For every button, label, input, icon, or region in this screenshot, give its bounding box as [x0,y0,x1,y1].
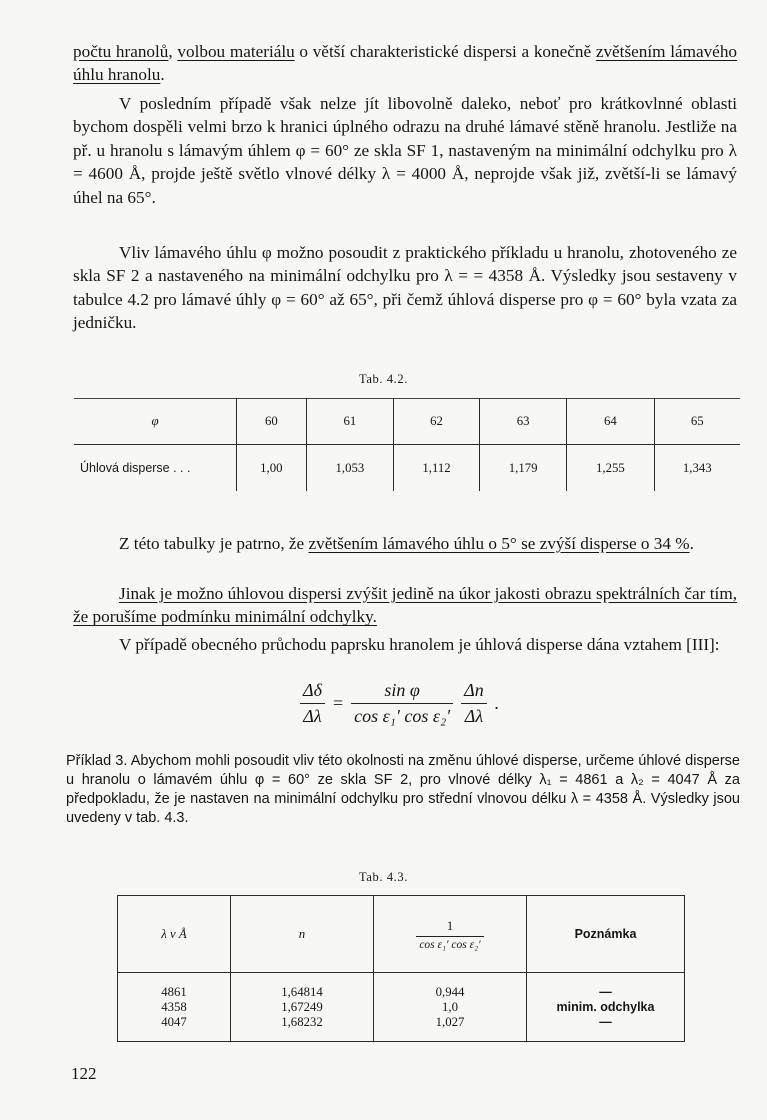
table-row [74,398,740,445]
table-cell-lambda-values: 4861 4358 4047 [161,984,187,1029]
underlined-phrase-angle: zvětšením lámavého úhlu hranolu [73,42,738,85]
table-cell-dispersion: 1,343 [654,445,740,492]
table-cell-phi-label: φ [74,398,237,445]
table-cell-dispersion: 1,00 [237,445,307,492]
table-4-3 [117,895,685,1042]
table-row [74,445,740,492]
table-4-3-caption: Tab. 4.3. [359,870,408,884]
table-cell-dispersion: 1,179 [480,445,567,492]
example-3-paragraph: Příklad 3. Abychom mohli posoudit vliv této okolnosti na změnu úhlové disperse, určeme úhlové disperse u hranolu o lámavém úhlu φ = 60° ze skla SF 2, pro vlnové délky λ₁ = 4861 a λ₂ = 4047 Å za předpokladu, že je nastaven na minimální odchylku pro střední vlnovou délku λ = 4358 Å. Výsledky jsou uvedeny v tab. 4.3. [66,753,740,826]
period: . [160,65,165,85]
intro-continuation: o větší charakteristické dispersi a konečně [294,42,592,61]
table-cell-dispersion: 1,053 [306,445,393,492]
table-cell-dispersion-label: Úhlová disperse . . . [80,461,191,475]
comma: , [168,42,178,61]
fraction-sine [351,680,453,727]
column-header-note: Poznámka [527,896,685,973]
fraction-numerator: 1 [416,918,483,937]
dispersion-equation [300,680,499,727]
table-cell-angle: 60 [237,398,307,445]
equals-sign: = [332,693,344,713]
table-4-2 [74,398,740,491]
paragraph-angle-influence: Vliv lámavého úhlu φ možno posoudit z praktického příkladu u hranolu, zhotoveného ze skla SF 2 a nastaveného na minimální odchylku pro λ = = 4358 Å. Výsledky jsou sestaveny v tabulce 4.2 pro lámavé úhly φ = 60° až 65°, při čemž úhlová disperse pro φ = 60° byla vzata za jedničku. [73,243,737,333]
table-header-row [118,896,685,973]
fraction-denominator: cos ε₁′ cos ε₂′ [354,706,451,726]
fraction-numerator: Δδ [300,680,325,704]
table-cell-angle: 63 [480,398,567,445]
paragraph-limitation: V posledním případě však nelze jít libovolně daleko, neboť pro krátkovlnné oblasti bychom dospěli velmi brzo k hranici úplného odrazu na druhé lámavé stěně hranolu. Jestliže na př. u hranolu s lámavým úhlem φ = 60° ze skla SF 1, nastaveným na minimální odchylku pro λ = 4600 Å, projde ještě světlo vlnové délky λ = 4000 Å, neprojde však již, zvětší-li se lámavý úhel na 65°. [73,94,737,207]
fraction-denominator: Δλ [464,706,484,726]
column-header-lambda: λ v Å [118,896,231,973]
fraction-inverse-cos [416,918,483,951]
paragraph-intro [73,40,737,87]
table-cell-n-values: 1,64814 1,67249 1,68232 [231,973,374,1042]
table-cell-angle: 62 [394,398,480,445]
table-cell-angle: 64 [567,398,654,445]
period: . [689,534,694,553]
column-header-n: n [231,896,374,973]
table-4-2-caption: Tab. 4.2. [359,372,408,386]
underlined-phrase-prism-count: počtu hranolů [73,42,169,61]
table-cell-dispersion: 1,112 [394,445,480,492]
fraction-denominator: cos ε₁′ cos ε₂′ [419,938,481,951]
paragraph-alternative: Jinak je možno úhlovou dispersi zvýšit jedině na úkor jakosti obrazu spektrálních čar tím, že porušíme podmínku minimální odchylky. [73,584,737,627]
table-cell-inverse-cos-values: 0,944 1,0 1,027 [374,973,527,1042]
conclusion-lead: Z této tabulky je patrno, že [119,534,309,553]
paragraph-general-passage: V případě obecného průchodu paprsku hranolem je úhlová disperse dána vztahem [III]: [119,635,720,654]
equation-period: . [494,693,500,713]
underlined-phrase-increase: zvětšením lámavého úhlu o 5° se zvýší disperse o 34 % [308,534,690,553]
table-cell-dispersion: 1,255 [567,445,654,492]
table-cell-angle: 61 [306,398,393,445]
fraction-lhs [300,680,325,727]
column-header-inverse-cos [374,896,527,973]
fraction-denominator: Δλ [303,706,322,726]
fraction-numerator: Δn [461,680,487,704]
paragraph-table-conclusion [73,532,737,555]
table-cell-notes: — minim. odchylka — [527,973,685,1042]
page-number: 122 [71,1064,97,1083]
fraction-delta-n [461,680,487,727]
table-row [118,973,685,1042]
table-cell-angle: 65 [654,398,740,445]
underlined-phrase-material: volbou materiálu [177,42,295,61]
fraction-numerator: sin φ [351,680,453,704]
